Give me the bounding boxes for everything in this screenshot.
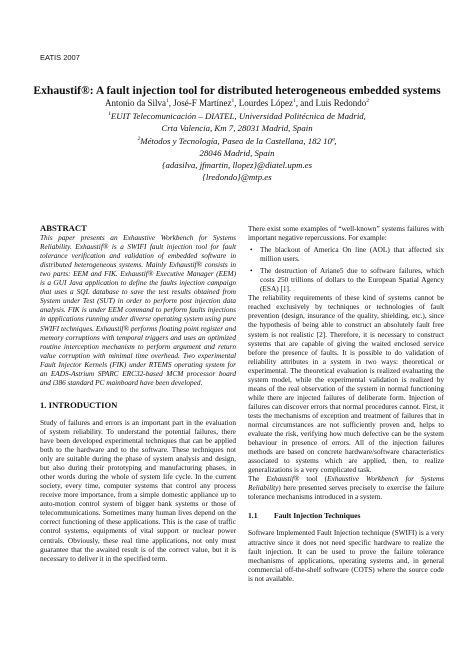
list-item-text: The destruction of Ariane5 due to software failures, which costs 250 trillions of dollars to the European Spatial Agency (ESA) [1]. xyxy=(260,266,444,294)
abstract-text: This paper presents an Exhaustive Workbench for Systems Reliability. Exhaustif® is a SWIFI fault injection tool for fault tolerance verification and validation of embedded software in distributed heterogeneous systems. Mainly Exhaustif® consists in two parts: EEM and FIK. Exhaustif® Executive Manager (EEM) is a GUI Java application to define the faults injection campaign that uses a SQL database to save the test results obtained from System under Test (SUT) in order to perform post injection data analysis. FIK is under EEM command to perform faults injections in applications running under diverse operating system using pure SWIFI techniques. Exhaustif® performs floating point register and memory corruptions with temporal triggers and uses an optimized routine interception mechanism to perform argument and return value corruption with minimal time overhead. Two experimental Fault Injector Kernels (FIK) under RTEMS operating system for an EADS-Astrium SPARC ERC32-based MCM processor board and i386 standard PC mainboard have been developed. xyxy=(40,233,236,387)
email-line: {adasilva, jfmartin, llopez}@diatel.upm.es xyxy=(161,160,312,170)
affiliation-text: Métodos y Tecnología, Paseo de la Castellana, 182 10ª, xyxy=(140,136,337,146)
author-name: , Lourdes López xyxy=(234,98,293,108)
abstract-heading: ABSTRACT xyxy=(40,223,87,233)
text-run: ) here presented serves precisely to exercise the failure tolerance mechanisms introduced in a system. xyxy=(248,483,444,502)
conference-header: EATIS 2007 xyxy=(40,53,80,62)
text-run: Exhaustive Workbench for Systems Reliability xyxy=(248,474,444,493)
subsection-heading xyxy=(248,511,444,520)
email-line: {lredondo}@mtp.es xyxy=(202,172,272,182)
body-paragraph: Software Implemented Fault Injection technique (SWIFI) is a very attractive since it does not need specific hardware to realize the fault injection. It can be used to prove the failure tolerance mechanisms of applications, operating systems and, in general commercial off-the-shelf software (COTS) where the source code is not available. xyxy=(248,528,444,583)
bullet-icon: • xyxy=(250,245,253,255)
body-paragraph xyxy=(248,474,444,501)
affiliation-line xyxy=(0,136,474,148)
bullet-icon: • xyxy=(250,266,253,276)
affiliation-marker: 2 xyxy=(137,136,141,143)
affiliation-text: EUIT Telecomunicación – DIATEL, Universidad Politécnica de Madrid, xyxy=(110,111,366,121)
affiliation-line: Crta Valencia, Km 7, 28031 Madrid, Spain xyxy=(161,123,313,133)
subsection-number: 1.1 xyxy=(248,511,258,521)
body-paragraph: The reliability requirements of these kind of systems cannot be reached exclusively by techniques or technologies of fault prevention (design, insurance of the quality, shielding, etc.), since the hypothesis of being able to construct an absolutely fault free system is not realistic [2]. Therefore, it is necessary to construct systems that are capable of giving the waited enclosed service before the presence of faults. It is possible to do validation of reliability attributes in a system in two ways: theoretical or experimental. The theoretical evaluation is realized evaluating the system model, while the experimental validation is realized by means of the real observation of the system in normal functioning while there are injected failures of deliberate form. Injection of failures can discover errors that normal procedures cannot. First, it tests the mechanisms of exception and treatment of failures that in normal circumstances are not sufficiently proven and, helps to evaluate the risk, verifying how much defective can be the system behaviour in presence of errors. All of the injection failures methods are based on concrete hardware/software characteristics associated to systems which are applied, then, to realize generalizations is a very complicated task. xyxy=(248,293,444,475)
introduction-heading: 1. INTRODUCTION xyxy=(40,399,118,410)
author-name: , and Luis Redondo xyxy=(295,98,367,108)
affiliation-marker: 1 xyxy=(292,98,296,104)
text-run: tool ( xyxy=(299,474,328,484)
list-item xyxy=(248,245,444,263)
subsection-title: Fault Injection Techniques xyxy=(274,511,361,521)
affiliation-marker: 1 xyxy=(166,98,169,104)
affiliation-marker: 1 xyxy=(108,111,111,118)
introduction-paragraph: Study of failures and errors is an important part in the evaluation of system reliability. To understand the potential failures, there have been developed experimental techniques that can be applied both to the hardware and to the software. These techniques not only are suitable during the phase of system analysis and design, but also during their prototyping and manufacturing phases, in other words during the whole of system life cycle. In the current society, every time, computer systems that control any process receive more importance, from a simple domestic appliance up to auto-motion control system of bigger bank systems or those of telecommunications. Sometimes many human lives depend on the correct functioning of these applications. This is the case of traffic control systems, equipments of vital support or nuclear power centrals. Obviously, these real time applications, not only must guarantee that the awaited result is of the correct value, but it is necessary to deliver it in the specified term. xyxy=(40,417,236,563)
author-list xyxy=(0,98,474,108)
text-run: Exhaustif® xyxy=(266,474,300,484)
affiliation-line xyxy=(0,111,474,123)
paper-title: Exhaustif®: A fault injection tool for distributed heterogeneous embedded systems xyxy=(33,84,441,97)
text-run: The xyxy=(248,474,267,484)
affiliation-marker: 2 xyxy=(366,98,369,104)
right-column xyxy=(248,224,444,583)
body-paragraph: There exist some examples of “well-known” systems failures with important negative repercussions. For example: xyxy=(248,224,444,243)
left-column xyxy=(40,224,236,563)
affiliation-line: 28046 Madrid, Spain xyxy=(199,148,275,158)
author-name: Antonio da Silva xyxy=(105,98,166,108)
affiliation-marker: 1 xyxy=(231,98,235,104)
list-item xyxy=(248,266,444,293)
list-item-text: The blackout of America On line (AOL) that affected six million users. xyxy=(260,245,444,264)
author-name: , José-F Martínez xyxy=(168,98,232,108)
failure-examples-list xyxy=(248,245,444,293)
